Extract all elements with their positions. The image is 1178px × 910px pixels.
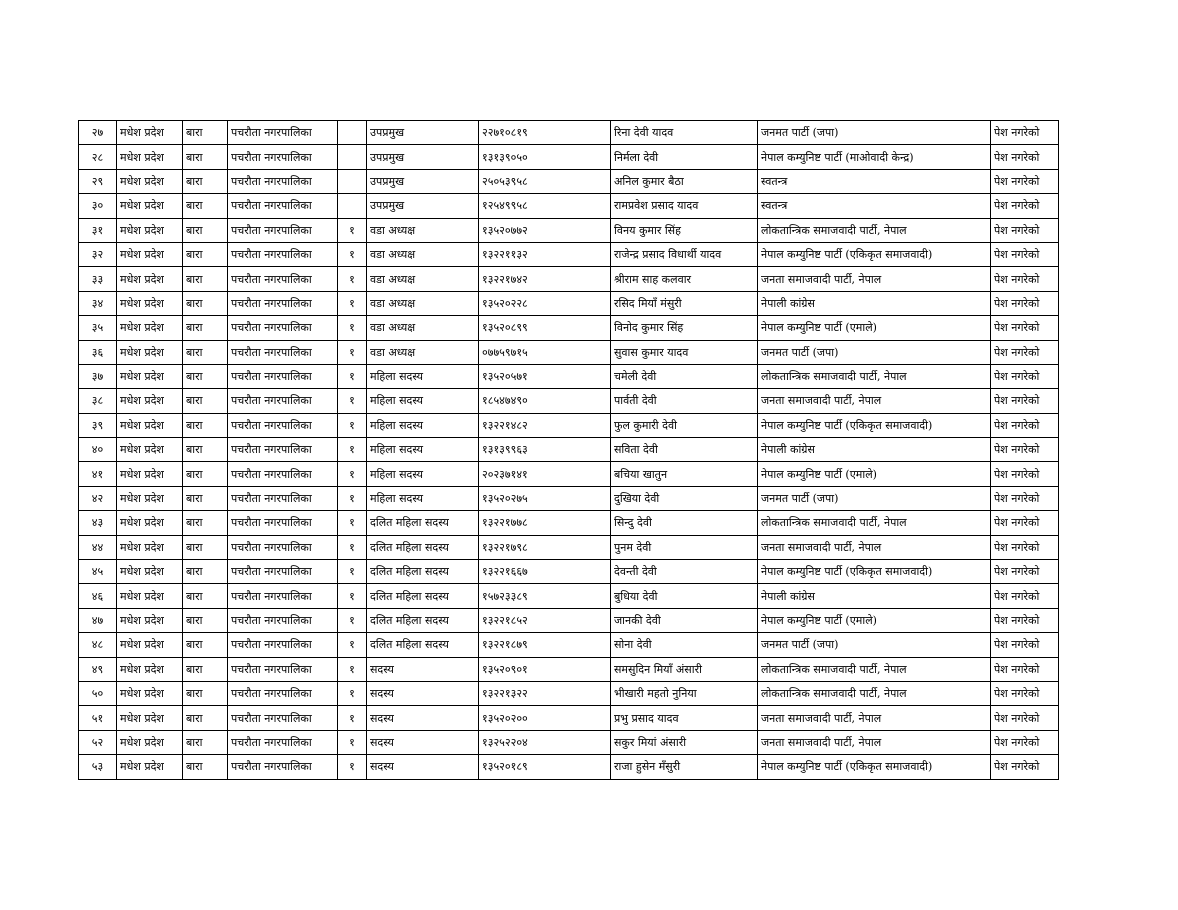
serial-number-cell: २९ [79, 169, 117, 193]
province-cell: मधेश प्रदेश [117, 340, 183, 364]
serial-number-cell: ४३ [79, 511, 117, 535]
candidate-name-cell: विनोद कुमार सिंह [611, 316, 758, 340]
table-row [79, 218, 1059, 242]
serial-number-cell: ४२ [79, 486, 117, 510]
province-cell: मधेश प्रदेश [117, 706, 183, 730]
local-body-cell: पचरौता नगरपालिका [228, 608, 338, 632]
position-cell: वडा अध्यक्ष [367, 291, 479, 315]
party-cell: नेपाल कम्युनिष्ट पार्टी (एमाले) [758, 462, 991, 486]
local-body-cell: पचरौता नगरपालिका [228, 218, 338, 242]
serial-number-cell: ५३ [79, 755, 117, 779]
candidate-name-cell: सिन्दु देवी [611, 511, 758, 535]
table-row [79, 730, 1059, 754]
candidate-name-cell: प्रभु प्रसाद यादव [611, 706, 758, 730]
table-row [79, 438, 1059, 462]
local-body-cell: पचरौता नगरपालिका [228, 267, 338, 291]
position-cell: दलित महिला सदस्य [367, 511, 479, 535]
status-cell: पेश नगरेको [991, 486, 1059, 510]
candidate-name-cell: सोना देवी [611, 633, 758, 657]
province-cell: मधेश प्रदेश [117, 267, 183, 291]
position-cell: सदस्य [367, 681, 479, 705]
local-body-cell: पचरौता नगरपालिका [228, 145, 338, 169]
position-cell: महिला सदस्य [367, 486, 479, 510]
table-row [79, 486, 1059, 510]
citizenship-number-cell: १३२२१८७९ [479, 633, 611, 657]
district-cell: बारा [183, 511, 228, 535]
citizenship-number-cell: २२७१०८१९ [479, 121, 611, 145]
citizenship-number-cell: १३५२०१८९ [479, 755, 611, 779]
table-row [79, 340, 1059, 364]
district-cell: बारा [183, 169, 228, 193]
candidate-name-cell: रिना देवी यादव [611, 121, 758, 145]
status-cell: पेश नगरेको [991, 145, 1059, 169]
party-cell: जनता समाजवादी पार्टी, नेपाल [758, 730, 991, 754]
province-cell: मधेश प्रदेश [117, 560, 183, 584]
citizenship-number-cell: १३५२०२२८ [479, 291, 611, 315]
table-row [79, 560, 1059, 584]
ward-cell: १ [338, 535, 367, 559]
status-cell: पेश नगरेको [991, 169, 1059, 193]
status-cell: पेश नगरेको [991, 413, 1059, 437]
province-cell: मधेश प्रदेश [117, 169, 183, 193]
serial-number-cell: ३१ [79, 218, 117, 242]
serial-number-cell: ४६ [79, 584, 117, 608]
candidate-name-cell: भीखारी महतो नुनिया [611, 681, 758, 705]
local-body-cell: पचरौता नगरपालिका [228, 657, 338, 681]
serial-number-cell: ४५ [79, 560, 117, 584]
status-cell: पेश नगरेको [991, 316, 1059, 340]
local-body-cell: पचरौता नगरपालिका [228, 681, 338, 705]
status-cell: पेश नगरेको [991, 608, 1059, 632]
serial-number-cell: ३६ [79, 340, 117, 364]
party-cell: नेपाल कम्युनिष्ट पार्टी (एकिकृत समाजवादी) [758, 413, 991, 437]
position-cell: दलित महिला सदस्य [367, 560, 479, 584]
local-body-cell: पचरौता नगरपालिका [228, 413, 338, 437]
status-cell: पेश नगरेको [991, 560, 1059, 584]
ward-cell: १ [338, 633, 367, 657]
citizenship-number-cell: १३२५२२०४ [479, 730, 611, 754]
citizenship-number-cell: २५०५३९५८ [479, 169, 611, 193]
citizenship-number-cell: १३५२०२७५ [479, 486, 611, 510]
citizenship-number-cell: १२५४९९५८ [479, 194, 611, 218]
citizenship-number-cell: १३५२०५७१ [479, 364, 611, 388]
serial-number-cell: ५० [79, 681, 117, 705]
serial-number-cell: ३२ [79, 242, 117, 266]
ward-cell [338, 169, 367, 193]
candidate-name-cell: दुखिया देवी [611, 486, 758, 510]
local-body-cell: पचरौता नगरपालिका [228, 438, 338, 462]
district-cell: बारा [183, 291, 228, 315]
province-cell: मधेश प्रदेश [117, 438, 183, 462]
local-body-cell: पचरौता नगरपालिका [228, 730, 338, 754]
citizenship-number-cell: १३२२१४८२ [479, 413, 611, 437]
table-body [79, 121, 1059, 780]
local-body-cell: पचरौता नगरपालिका [228, 706, 338, 730]
serial-number-cell: ४८ [79, 633, 117, 657]
province-cell: मधेश प्रदेश [117, 730, 183, 754]
province-cell: मधेश प्रदेश [117, 511, 183, 535]
district-cell: बारा [183, 486, 228, 510]
candidate-name-cell: निर्मला देवी [611, 145, 758, 169]
province-cell: मधेश प्रदेश [117, 755, 183, 779]
province-cell: मधेश प्रदेश [117, 584, 183, 608]
position-cell: उपप्रमुख [367, 145, 479, 169]
ward-cell: १ [338, 755, 367, 779]
ward-cell: १ [338, 486, 367, 510]
party-cell: जनमत पार्टी (जपा) [758, 121, 991, 145]
party-cell: नेपाल कम्युनिष्ट पार्टी (एमाले) [758, 608, 991, 632]
serial-number-cell: ३३ [79, 267, 117, 291]
serial-number-cell: ४० [79, 438, 117, 462]
province-cell: मधेश प्रदेश [117, 364, 183, 388]
serial-number-cell: २८ [79, 145, 117, 169]
citizenship-number-cell: ०७७५९७१५ [479, 340, 611, 364]
district-cell: बारा [183, 121, 228, 145]
ward-cell: १ [338, 706, 367, 730]
district-cell: बारा [183, 681, 228, 705]
table-row [79, 242, 1059, 266]
citizenship-number-cell: १३५२०७७२ [479, 218, 611, 242]
status-cell: पेश नगरेको [991, 755, 1059, 779]
table-row [79, 267, 1059, 291]
local-body-cell: पचरौता नगरपालिका [228, 462, 338, 486]
candidate-name-cell: जानकी देवी [611, 608, 758, 632]
party-cell: नेपाल कम्युनिष्ट पार्टी (माओवादी केन्द्र) [758, 145, 991, 169]
local-body-cell: पचरौता नगरपालिका [228, 755, 338, 779]
serial-number-cell: ४१ [79, 462, 117, 486]
province-cell: मधेश प्रदेश [117, 681, 183, 705]
position-cell: सदस्य [367, 755, 479, 779]
table-row [79, 584, 1059, 608]
status-cell: पेश नगरेको [991, 584, 1059, 608]
ward-cell: १ [338, 267, 367, 291]
party-cell: जनता समाजवादी पार्टी, नेपाल [758, 535, 991, 559]
local-body-cell: पचरौता नगरपालिका [228, 121, 338, 145]
candidate-name-cell: चमेली देवी [611, 364, 758, 388]
status-cell: पेश नगरेको [991, 633, 1059, 657]
serial-number-cell: २७ [79, 121, 117, 145]
position-cell: दलित महिला सदस्य [367, 633, 479, 657]
party-cell: नेपाली कांग्रेस [758, 584, 991, 608]
citizenship-number-cell: १८५४७४९० [479, 389, 611, 413]
party-cell: स्वतन्त्र [758, 169, 991, 193]
citizenship-number-cell: १३२२१८५२ [479, 608, 611, 632]
candidate-table [78, 120, 1059, 780]
local-body-cell: पचरौता नगरपालिका [228, 316, 338, 340]
table-row [79, 389, 1059, 413]
local-body-cell: पचरौता नगरपालिका [228, 560, 338, 584]
ward-cell: १ [338, 608, 367, 632]
party-cell: लोकतान्त्रिक समाजवादी पार्टी, नेपाल [758, 511, 991, 535]
party-cell: नेपाल कम्युनिष्ट पार्टी (एकिकृत समाजवादी) [758, 242, 991, 266]
local-body-cell: पचरौता नगरपालिका [228, 511, 338, 535]
local-body-cell: पचरौता नगरपालिका [228, 486, 338, 510]
citizenship-number-cell: १३५२०२०० [479, 706, 611, 730]
status-cell: पेश नगरेको [991, 218, 1059, 242]
table-row [79, 755, 1059, 779]
ward-cell: १ [338, 340, 367, 364]
ward-cell: १ [338, 316, 367, 340]
party-cell: नेपाली कांग्रेस [758, 291, 991, 315]
local-body-cell: पचरौता नगरपालिका [228, 340, 338, 364]
status-cell: पेश नगरेको [991, 267, 1059, 291]
citizenship-number-cell: १३५२०८९९ [479, 316, 611, 340]
candidate-name-cell: रामप्रवेश प्रसाद यादव [611, 194, 758, 218]
serial-number-cell: ३७ [79, 364, 117, 388]
district-cell: बारा [183, 340, 228, 364]
local-body-cell: पचरौता नगरपालिका [228, 291, 338, 315]
district-cell: बारा [183, 194, 228, 218]
citizenship-number-cell: १३२२११३२ [479, 242, 611, 266]
citizenship-number-cell: १५७२३३८९ [479, 584, 611, 608]
province-cell: मधेश प्रदेश [117, 633, 183, 657]
ward-cell: १ [338, 364, 367, 388]
party-cell: जनमत पार्टी (जपा) [758, 633, 991, 657]
province-cell: मधेश प्रदेश [117, 486, 183, 510]
candidate-name-cell: राजेन्द्र प्रसाद विधार्थी यादव [611, 242, 758, 266]
ward-cell: १ [338, 462, 367, 486]
ward-cell: १ [338, 413, 367, 437]
position-cell: उपप्रमुख [367, 121, 479, 145]
status-cell: पेश नगरेको [991, 389, 1059, 413]
ward-cell: १ [338, 438, 367, 462]
province-cell: मधेश प्रदेश [117, 389, 183, 413]
ward-cell: १ [338, 291, 367, 315]
position-cell: महिला सदस्य [367, 389, 479, 413]
position-cell: वडा अध्यक्ष [367, 267, 479, 291]
table-row [79, 706, 1059, 730]
ward-cell: १ [338, 584, 367, 608]
serial-number-cell: ५१ [79, 706, 117, 730]
province-cell: मधेश प्रदेश [117, 608, 183, 632]
local-body-cell: पचरौता नगरपालिका [228, 584, 338, 608]
party-cell: लोकतान्त्रिक समाजवादी पार्टी, नेपाल [758, 657, 991, 681]
status-cell: पेश नगरेको [991, 194, 1059, 218]
citizenship-number-cell: १३२२१३२२ [479, 681, 611, 705]
candidate-name-cell: विनय कुमार सिंह [611, 218, 758, 242]
ward-cell: १ [338, 657, 367, 681]
position-cell: दलित महिला सदस्य [367, 535, 479, 559]
party-cell: लोकतान्त्रिक समाजवादी पार्टी, नेपाल [758, 681, 991, 705]
district-cell: बारा [183, 657, 228, 681]
serial-number-cell: ४९ [79, 657, 117, 681]
local-body-cell: पचरौता नगरपालिका [228, 242, 338, 266]
ward-cell [338, 145, 367, 169]
status-cell: पेश नगरेको [991, 706, 1059, 730]
local-body-cell: पचरौता नगरपालिका [228, 364, 338, 388]
status-cell: पेश नगरेको [991, 121, 1059, 145]
position-cell: सदस्य [367, 730, 479, 754]
district-cell: बारा [183, 438, 228, 462]
party-cell: जनता समाजवादी पार्टी, नेपाल [758, 706, 991, 730]
candidate-name-cell: पार्वती देवी [611, 389, 758, 413]
table-row [79, 291, 1059, 315]
party-cell: नेपाल कम्युनिष्ट पार्टी (एमाले) [758, 316, 991, 340]
status-cell: पेश नगरेको [991, 291, 1059, 315]
position-cell: दलित महिला सदस्य [367, 608, 479, 632]
district-cell: बारा [183, 535, 228, 559]
ward-cell: १ [338, 681, 367, 705]
party-cell: जनता समाजवादी पार्टी, नेपाल [758, 267, 991, 291]
ward-cell [338, 121, 367, 145]
province-cell: मधेश प्रदेश [117, 462, 183, 486]
serial-number-cell: ३० [79, 194, 117, 218]
table-row [79, 608, 1059, 632]
position-cell: सदस्य [367, 657, 479, 681]
district-cell: बारा [183, 560, 228, 584]
citizenship-number-cell: १३२२१७७८ [479, 511, 611, 535]
status-cell: पेश नगरेको [991, 730, 1059, 754]
candidate-name-cell: फुल कुमारी देवी [611, 413, 758, 437]
province-cell: मधेश प्रदेश [117, 413, 183, 437]
table-row [79, 462, 1059, 486]
province-cell: मधेश प्रदेश [117, 291, 183, 315]
party-cell: नेपाल कम्युनिष्ट पार्टी (एकिकृत समाजवादी) [758, 755, 991, 779]
candidate-name-cell: सकुर मियां अंसारी [611, 730, 758, 754]
local-body-cell: पचरौता नगरपालिका [228, 169, 338, 193]
citizenship-number-cell: १३१३९९६३ [479, 438, 611, 462]
position-cell: महिला सदस्य [367, 462, 479, 486]
local-body-cell: पचरौता नगरपालिका [228, 389, 338, 413]
party-cell: जनमत पार्टी (जपा) [758, 486, 991, 510]
candidate-name-cell: समसुदिन मियाँ अंसारी [611, 657, 758, 681]
district-cell: बारा [183, 316, 228, 340]
table-row [79, 413, 1059, 437]
party-cell: जनमत पार्टी (जपा) [758, 340, 991, 364]
district-cell: बारा [183, 145, 228, 169]
table-row [79, 364, 1059, 388]
province-cell: मधेश प्रदेश [117, 121, 183, 145]
status-cell: पेश नगरेको [991, 657, 1059, 681]
citizenship-number-cell: १३५२०९०१ [479, 657, 611, 681]
district-cell: बारा [183, 608, 228, 632]
serial-number-cell: ३४ [79, 291, 117, 315]
party-cell: स्वतन्त्र [758, 194, 991, 218]
serial-number-cell: ३५ [79, 316, 117, 340]
district-cell: बारा [183, 389, 228, 413]
province-cell: मधेश प्रदेश [117, 657, 183, 681]
candidate-name-cell: राजा हुसेन मँसुरी [611, 755, 758, 779]
candidate-name-cell: सुवास कुमार यादव [611, 340, 758, 364]
party-cell: लोकतान्त्रिक समाजवादी पार्टी, नेपाल [758, 364, 991, 388]
citizenship-number-cell: १३२२१७९८ [479, 535, 611, 559]
status-cell: पेश नगरेको [991, 438, 1059, 462]
candidate-name-cell: बचिया खातुन [611, 462, 758, 486]
party-cell: लोकतान्त्रिक समाजवादी पार्टी, नेपाल [758, 218, 991, 242]
position-cell: महिला सदस्य [367, 413, 479, 437]
position-cell: उपप्रमुख [367, 169, 479, 193]
candidate-name-cell: रसिद मियाँ मंसुरी [611, 291, 758, 315]
province-cell: मधेश प्रदेश [117, 194, 183, 218]
table-row [79, 145, 1059, 169]
position-cell: वडा अध्यक्ष [367, 316, 479, 340]
position-cell: महिला सदस्य [367, 438, 479, 462]
province-cell: मधेश प्रदेश [117, 316, 183, 340]
local-body-cell: पचरौता नगरपालिका [228, 535, 338, 559]
province-cell: मधेश प्रदेश [117, 535, 183, 559]
local-body-cell: पचरौता नगरपालिका [228, 633, 338, 657]
position-cell: वडा अध्यक्ष [367, 340, 479, 364]
ward-cell: १ [338, 218, 367, 242]
citizenship-number-cell: १३२२१७४२ [479, 267, 611, 291]
district-cell: बारा [183, 242, 228, 266]
candidate-name-cell: सविता देवी [611, 438, 758, 462]
province-cell: मधेश प्रदेश [117, 218, 183, 242]
serial-number-cell: ४४ [79, 535, 117, 559]
district-cell: बारा [183, 584, 228, 608]
candidate-name-cell: श्रीराम साह कलवार [611, 267, 758, 291]
candidate-name-cell: अनिल कुमार बैठा [611, 169, 758, 193]
candidate-name-cell: देवन्ती देवी [611, 560, 758, 584]
ward-cell: १ [338, 511, 367, 535]
position-cell: सदस्य [367, 706, 479, 730]
position-cell: दलित महिला सदस्य [367, 584, 479, 608]
position-cell: उपप्रमुख [367, 194, 479, 218]
citizenship-number-cell: १३२२१६६७ [479, 560, 611, 584]
status-cell: पेश नगरेको [991, 242, 1059, 266]
citizenship-number-cell: १३१३९०५० [479, 145, 611, 169]
ward-cell: १ [338, 560, 367, 584]
status-cell: पेश नगरेको [991, 364, 1059, 388]
district-cell: बारा [183, 730, 228, 754]
ward-cell: १ [338, 730, 367, 754]
district-cell: बारा [183, 462, 228, 486]
province-cell: मधेश प्रदेश [117, 145, 183, 169]
table-row [79, 657, 1059, 681]
district-cell: बारा [183, 218, 228, 242]
table-row [79, 681, 1059, 705]
table-row [79, 511, 1059, 535]
ward-cell: १ [338, 389, 367, 413]
candidate-name-cell: पुनम देवी [611, 535, 758, 559]
status-cell: पेश नगरेको [991, 535, 1059, 559]
status-cell: पेश नगरेको [991, 340, 1059, 364]
serial-number-cell: ३८ [79, 389, 117, 413]
status-cell: पेश नगरेको [991, 681, 1059, 705]
table-row [79, 121, 1059, 145]
table-row [79, 194, 1059, 218]
status-cell: पेश नगरेको [991, 511, 1059, 535]
ward-cell: १ [338, 242, 367, 266]
table-row [79, 169, 1059, 193]
serial-number-cell: ५२ [79, 730, 117, 754]
citizenship-number-cell: २०२३७१४१ [479, 462, 611, 486]
position-cell: महिला सदस्य [367, 364, 479, 388]
district-cell: बारा [183, 633, 228, 657]
table-row [79, 633, 1059, 657]
party-cell: जनता समाजवादी पार्टी, नेपाल [758, 389, 991, 413]
party-cell: नेपाल कम्युनिष्ट पार्टी (एकिकृत समाजवादी) [758, 560, 991, 584]
local-body-cell: पचरौता नगरपालिका [228, 194, 338, 218]
province-cell: मधेश प्रदेश [117, 242, 183, 266]
table-row [79, 535, 1059, 559]
party-cell: नेपाली कांग्रेस [758, 438, 991, 462]
district-cell: बारा [183, 267, 228, 291]
table-row [79, 316, 1059, 340]
serial-number-cell: ३९ [79, 413, 117, 437]
position-cell: वडा अध्यक्ष [367, 242, 479, 266]
status-cell: पेश नगरेको [991, 462, 1059, 486]
candidate-name-cell: बुधिया देवी [611, 584, 758, 608]
district-cell: बारा [183, 706, 228, 730]
district-cell: बारा [183, 413, 228, 437]
district-cell: बारा [183, 755, 228, 779]
district-cell: बारा [183, 364, 228, 388]
ward-cell [338, 194, 367, 218]
position-cell: वडा अध्यक्ष [367, 218, 479, 242]
serial-number-cell: ४७ [79, 608, 117, 632]
